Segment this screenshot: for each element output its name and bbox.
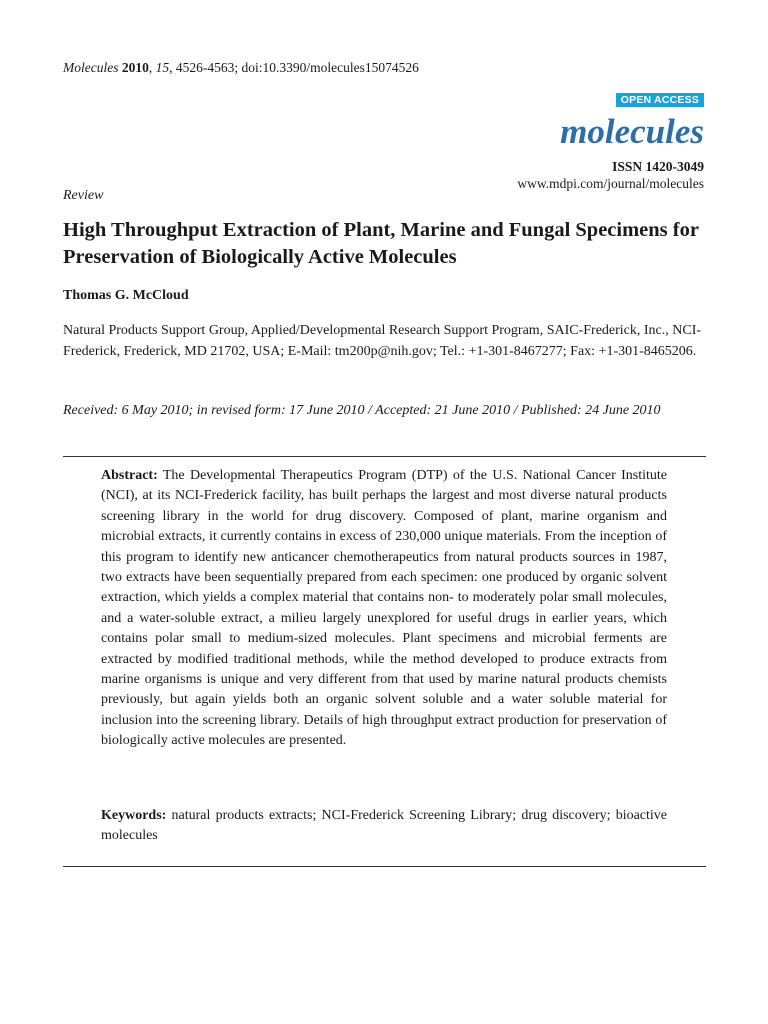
journal-url[interactable]: www.mdpi.com/journal/molecules xyxy=(517,176,704,191)
journal-logo-title: molecules xyxy=(560,112,704,151)
divider-bottom xyxy=(63,866,706,867)
author-affiliation: Natural Products Support Group, Applied/Developmental Research Support Program, SAIC-Frederick, Inc., NCI-Frederick, Frederick, MD 21702, USA; E-Mail: tm200p@nih.gov; Tel.: +1-301-8467277; Fax: +1-301-8465206. xyxy=(63,323,702,359)
citation-volume: 15 xyxy=(155,60,170,75)
article-authors: Thomas G. McCloud xyxy=(63,288,189,303)
divider-top xyxy=(63,456,706,457)
citation-year: 2010 xyxy=(121,60,149,75)
journal-issn: ISSN 1420-3049 xyxy=(612,159,704,174)
article-title: High Throughput Extraction of Plant, Marine and Fungal Specimens for Preservation of Biologically Active Molecules xyxy=(63,219,699,268)
keywords-label: Keywords: xyxy=(101,808,167,823)
citation-journal: Molecules xyxy=(63,60,119,75)
article-type: Review xyxy=(63,188,104,203)
keywords-text: natural products extracts; NCI-Frederick Screening Library; drug discovery; bioactive molecules xyxy=(101,808,668,844)
abstract-block xyxy=(101,466,667,752)
journal-header xyxy=(404,90,704,192)
citation-rest: , 4526-4563; doi:10.3390/molecules15074526 xyxy=(169,60,419,75)
publication-dates: Received: 6 May 2010; in revised form: 17 June 2010 / Accepted: 21 June 2010 / Published: 24 June 2010 xyxy=(63,403,661,418)
abstract-text: The Developmental Therapeutics Program (DTP) of the U.S. National Cancer Institute (NCI), at its NCI-Frederick facility, has built perhaps the largest and most diverse natural products screening library in the world for drug discovery. Composed of plant, marine organism and microbial extracts, it currently contains in excess of 230,000 unique materials. From the inception of this program to identify new anticancer chemotherapeutics from natural products sources in 1987, two extracts have been sequentially prepared from each specimen: one produced by organic solvent extraction, which yields a complex material that contains non- to moderately polar small molecules, and a water-soluble extract, a milieu largely unexplored for useful drugs in earlier years, which contains polar small to medium-sized molecules. Plant specimens and microbial ferments are extracted by modified traditional methods, while the method developed to produce extracts from marine organisms is unique and very different from that used by marine natural products chemists previously, but again yields both an organic solvent soluble and a water soluble material for inclusion into the screening library. Details of high throughput extract production for preservation of biologically active molecules are presented. xyxy=(101,468,667,749)
citation-line: Molecules 2010, 15, 4526-4563; doi:10.3390/molecules15074526 xyxy=(63,60,419,75)
keywords-block xyxy=(101,806,667,847)
abstract-label: Abstract: xyxy=(101,468,158,483)
open-access-badge: OPEN ACCESS xyxy=(616,93,704,107)
